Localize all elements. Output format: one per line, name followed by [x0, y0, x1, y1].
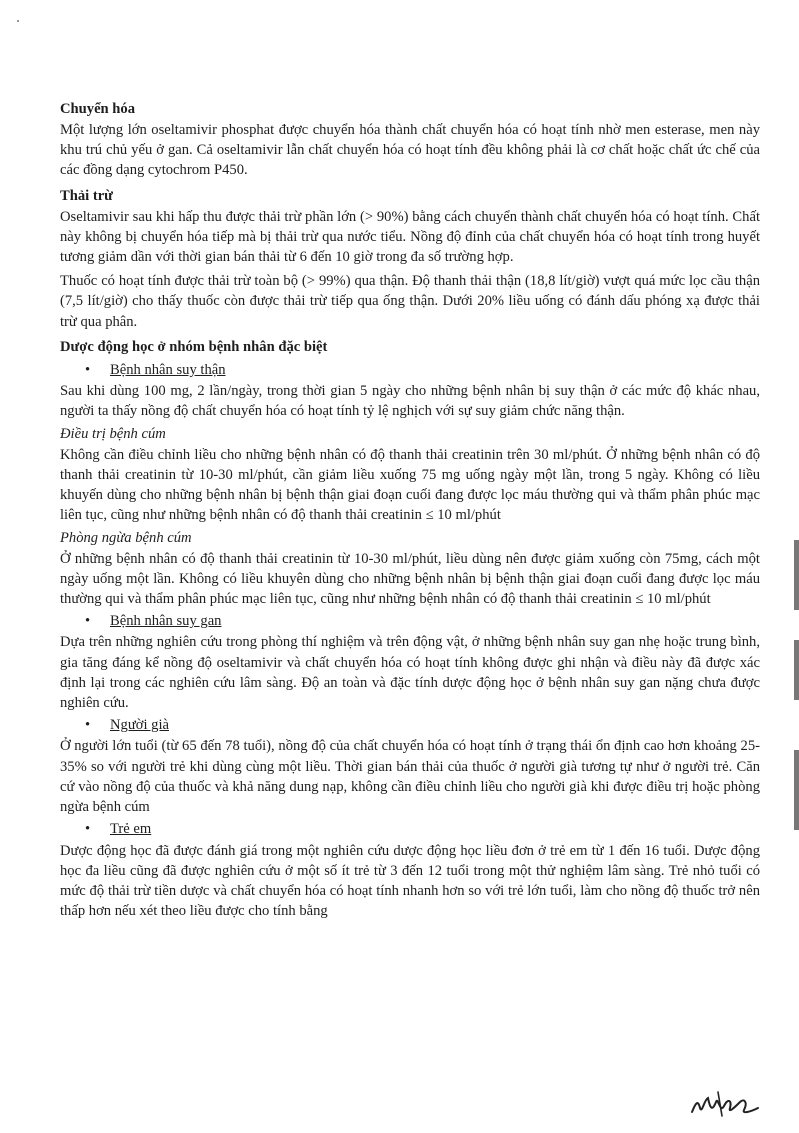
- bullet-renal-label: Bệnh nhân suy thận: [110, 361, 226, 378]
- bullet-dot-icon: •: [85, 717, 91, 734]
- renal-prevention-heading: Phòng ngừa bệnh cúm: [60, 530, 192, 547]
- bullet-dot-icon: •: [85, 361, 91, 378]
- bullet-dot-icon: •: [85, 613, 91, 630]
- bullet-hepatic-label: Bệnh nhân suy gan: [110, 613, 222, 630]
- elimination-text-2: Thuốc có hoạt tính được thải trừ toàn bộ (> 99%) qua thận. Độ thanh thải thận (18,8 lít/giờ) vượt quá mức lọc cầu thận (7,5 lít/giờ) cho thấy thuốc còn được thải trừ tiếp qua ống thận. Dưới 20% liều uống có đánh dấu phóng xạ được thải trừ qua phân.: [60, 273, 760, 330]
- renal-prevention-text: Ở những bệnh nhân có độ thanh thải creatinin từ 10-30 ml/phút, liều dùng nên được giảm xuống còn 75mg, cách một ngày uống một lần. Không có liều khuyên dùng cho những bệnh nhân bị bệnh thận giai đoạn cuối đang được lọc máu thường qui và thẩm phân phúc mạc liên tục, cũng như những bệnh nhân có độ thanh thải creatinin ≤ 10 ml/phút: [60, 550, 760, 608]
- bullet-children-label: Trẻ em: [110, 821, 152, 838]
- metabolism-text: Một lượng lớn oseltamivir phosphat được chuyển hóa thành chất chuyển hóa có hoạt tính nhờ men esterase, men này khu trú chủ yếu ở gan. Cả oseltamivir lẫn chất chuyển hóa có hoạt tính đều không phải là cơ chất hoặc chất ức chế của các đồng dạng cytochrom P450.: [60, 122, 760, 179]
- heading-metabolism: Chuyển hóa: [60, 101, 136, 117]
- bullet-children: [60, 819, 760, 839]
- heading-elimination: Thải trừ: [60, 187, 113, 204]
- bullet-dot-icon: •: [85, 821, 91, 838]
- bullet-elderly: [60, 715, 760, 735]
- scan-edge-mark: [794, 640, 799, 700]
- bullet-renal: [60, 360, 760, 380]
- handwritten-initials-signature: [688, 1088, 768, 1120]
- scan-edge-mark: [794, 540, 799, 610]
- elderly-text: Ở người lớn tuổi (từ 65 đến 78 tuổi), nồng độ của chất chuyển hóa có hoạt tính ở trạng thái ổn định cao hơn khoảng 25-35% so với người trẻ khi dùng cùng một liều. Thời gian bán thải của thuốc ở người già tương tự như ở người trẻ. Căn cứ vào nồng độ của thuốc và khả năng dung nạp, không cần điều chỉnh liều cho người già khi được điều trị hoặc phòng ngừa bệnh cúm: [60, 738, 760, 816]
- bullet-hepatic: [60, 611, 760, 631]
- renal-intro-text: Sau khi dùng 100 mg, 2 lần/ngày, trong thời gian 5 ngày cho những bệnh nhân bị suy thận ở các mức độ khác nhau, người ta thấy nồng độ chất chuyển hóa có hoạt tính tỷ lệ nghịch với sự suy giảm chức năng thận.: [60, 383, 760, 420]
- renal-treatment-heading: Điều trị bệnh cúm: [60, 426, 166, 443]
- document-page: [60, 98, 760, 921]
- heading-special-populations: Dược động học ở nhóm bệnh nhân đặc biệt: [60, 338, 328, 355]
- children-text: Dược động học đã được đánh giá trong một nghiên cứu dược động học liều đơn ở trẻ em từ 1 đến 16 tuổi. Dược động học đa liều cũng đã được nghiên cứu ở một số ít trẻ từ 3 đến 12 tuổi trong một thử nghiệm lâm sàng. Trẻ nhỏ tuổi có mức độ thải trừ tiền dược và chất chuyển hóa có hoạt tính nhanh hơn so với trẻ lớn tuổi, làm cho nồng độ thuốc trở nên thấp hơn nếu xét theo liều được cho tính bằng: [60, 842, 760, 920]
- renal-treatment-text: Không cần điều chỉnh liều cho những bệnh nhân có độ thanh thải creatinin trên 30 ml/phút. Ở những bệnh nhân có độ thanh thải creatinin từ 10-30 ml/phút, cần giảm liều xuống 75 mg uống ngày một lần, trong 5 ngày. Không có liều khuyến dùng cho những bệnh nhân bị bệnh thận giai đoạn cuối đang được lọc máu thường qui và thẩm phân phúc mạc liên tục, cũng như những bệnh nhân có độ thanh thải creatinin ≤ 10 ml/phút: [60, 446, 760, 524]
- hepatic-text: Dựa trên những nghiên cứu trong phòng thí nghiệm và trên động vật, ở những bệnh nhân suy gan nhẹ hoặc trung bình, gia tăng đáng kể nồng độ oseltamivir và chất chuyển hóa có hoạt tính không được ghi nhận và điều này đã được xác định lại trong các nghiên cứu lâm sàng. Độ an toàn và đặc tính dược động học ở bệnh nhân suy gan nặng chưa được nghiên cứu.: [60, 634, 760, 712]
- elimination-text-1: Oseltamivir sau khi hấp thu được thải trừ phần lớn (> 90%) bằng cách chuyển thành chất chuyển hóa có hoạt tính. Chất này không bị chuyển hóa tiếp mà bị thải trừ qua nước tiểu. Nồng độ đỉnh của chất chuyển hóa có hoạt tính trong huyết tương giảm dần với thời gian bán thải từ 6 đến 10 giờ trong đa số trường hợp.: [60, 208, 760, 266]
- scan-speck: [17, 20, 19, 22]
- scan-edge-mark: [794, 750, 799, 830]
- bullet-elderly-label: Người già: [110, 717, 169, 734]
